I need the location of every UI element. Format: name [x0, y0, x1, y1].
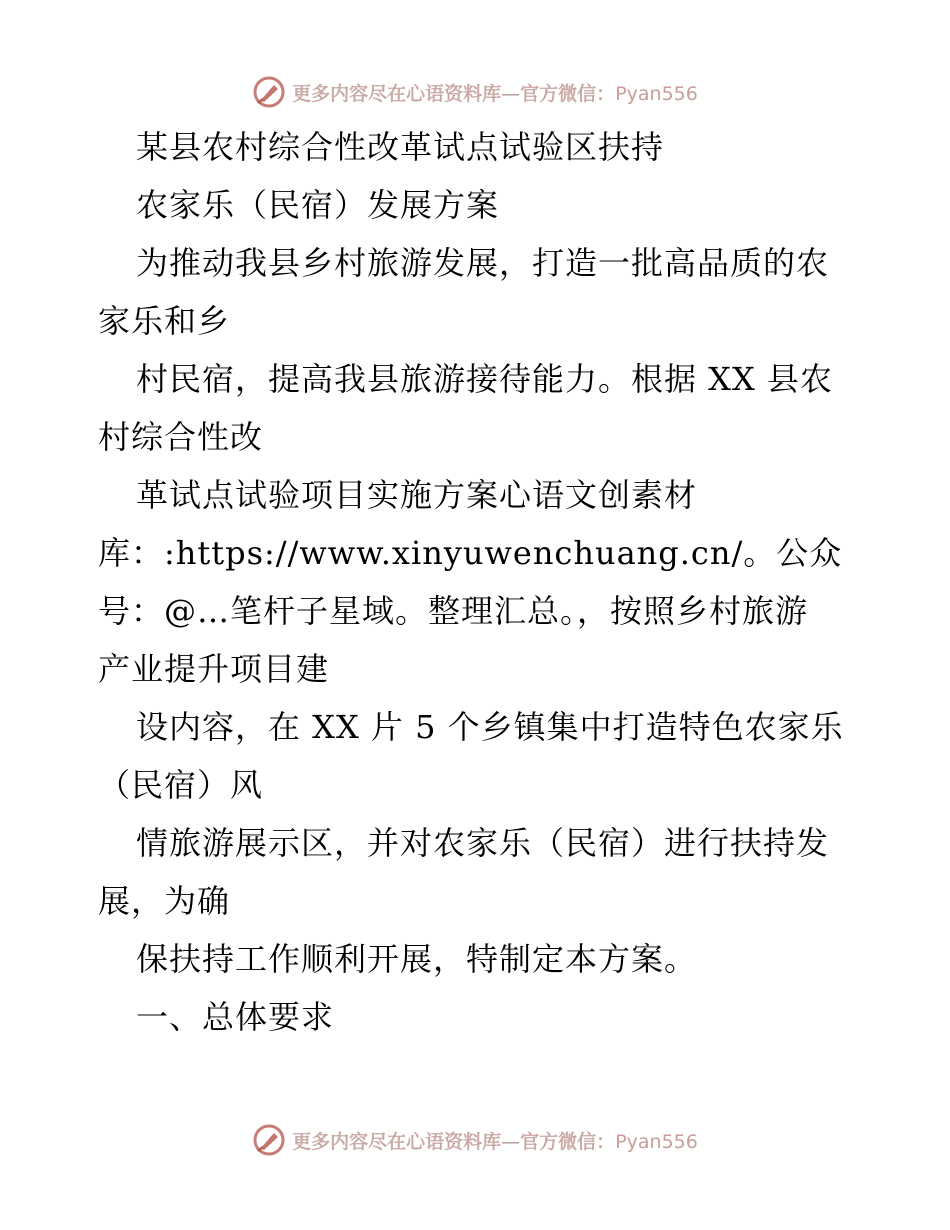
watermark-brand: 更多内容尽在心语资料库 — [292, 82, 502, 105]
watermark-banner-top — [0, 72, 950, 112]
paragraph-line: 情旅游展示区，并对农家乐（民宿）进行扶持发 — [136, 824, 830, 862]
watermark-contact-label: 官方微信： — [520, 1130, 616, 1153]
paragraph-line: 设内容，在 XX 片 5 个乡镇集中打造特色农家乐 — [136, 708, 844, 746]
watermark-separator: — — [501, 82, 521, 105]
document-title-line-2: 农家乐（民宿）发展方案 — [136, 186, 500, 224]
watermark-brand: 更多内容尽在心语资料库 — [292, 1130, 502, 1153]
paragraph-line: 家乐和乡 — [98, 302, 231, 340]
paragraph-line: 号：@…笔杆子星域。整理汇总。，按照乡村旅游 — [98, 592, 809, 630]
watermark-separator: — — [501, 1130, 521, 1153]
watermark-text — [292, 79, 698, 106]
watermark-contact-handle: Pyan556 — [615, 82, 698, 105]
paragraph-line: （民宿）风 — [98, 766, 264, 804]
paragraph-line: 村民宿，提高我县旅游接待能力。根据 XX 县农 — [136, 360, 833, 398]
watermark-contact-label: 官方微信： — [520, 82, 616, 105]
paragraph-line: 产业提升项目建 — [98, 650, 330, 688]
document-title-line-1: 某县农村综合性改革试点试验区扶持 — [136, 128, 665, 166]
pen-nib-logo-icon — [252, 1123, 286, 1157]
watermark-text — [292, 1127, 698, 1154]
paragraph-line: 库：:https://www.xinyuwenchuang.cn/。公众 — [98, 534, 843, 572]
paragraph-line: 革试点试验项目实施方案心语文创素材 — [136, 476, 698, 514]
watermark-contact-handle: Pyan556 — [615, 1130, 698, 1153]
paragraph-line: 展，为确 — [98, 882, 231, 920]
paragraph-line: 保扶持工作顺利开展，特制定本方案。 — [136, 940, 698, 978]
paragraph-line: 村综合性改 — [98, 418, 264, 456]
document-body — [98, 118, 858, 1046]
watermark-banner-bottom — [0, 1120, 950, 1160]
pen-nib-logo-icon — [252, 75, 286, 109]
paragraph-line: 为推动我县乡村旅游发展，打造一批高品质的农 — [136, 244, 830, 282]
section-heading: 一、总体要求 — [136, 998, 335, 1036]
